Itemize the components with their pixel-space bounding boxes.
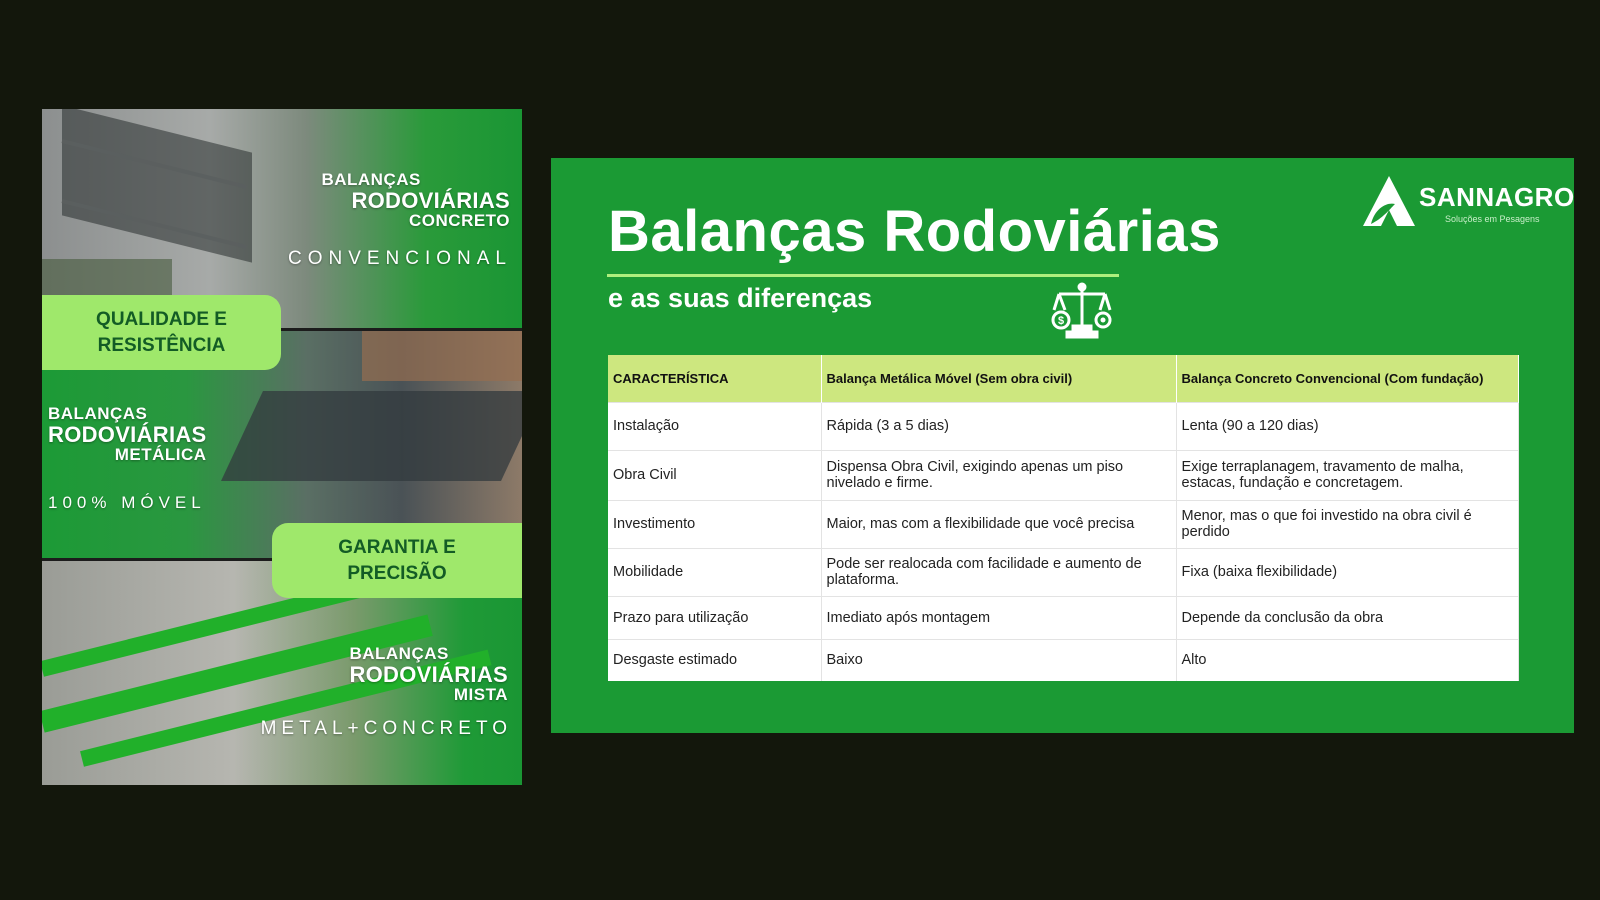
table-cell: Obra Civil: [608, 450, 821, 500]
table-cell: Maior, mas com a flexibilidade que você precisa: [821, 500, 1176, 548]
heading-line2: RODOVIÁRIAS: [349, 661, 508, 687]
table-cell: Rápida (3 a 5 dias): [821, 402, 1176, 450]
badge-line2: PRECISÃO: [347, 563, 447, 584]
table-row: [608, 500, 1518, 548]
section-metal-tagline: 100% MÓVEL: [48, 493, 206, 512]
badge-line2: RESISTÊNCIA: [97, 335, 226, 356]
table-cell: Pode ser realocada com facilidade e aumento de plataforma.: [821, 548, 1176, 596]
header-metal-scale: Balança Metálica Móvel (Sem obra civil): [821, 355, 1176, 402]
table-cell: Depende da conclusão da obra: [1176, 596, 1518, 639]
table-cell: Dispensa Obra Civil, exigindo apenas um piso nivelado e firme.: [821, 450, 1176, 500]
table-cell: Lenta (90 a 120 dias): [1176, 402, 1518, 450]
table-row: [608, 548, 1518, 596]
table-cell: Investimento: [608, 500, 821, 548]
heading-line2: RODOVIÁRIAS: [48, 421, 207, 447]
table-cell: Alto: [1176, 639, 1518, 681]
scale-icon: [1051, 282, 1113, 340]
header-concrete-scale: Balança Concreto Convencional (Com fundação): [1176, 355, 1518, 402]
warranty-badge: [272, 523, 522, 598]
logo-tagline: Soluções em Pesagens: [1445, 214, 1540, 224]
table-cell: Baixo: [821, 639, 1176, 681]
table-cell: Instalação: [608, 402, 821, 450]
table-cell: Fixa (baixa flexibilidade): [1176, 548, 1518, 596]
header-characteristic: CARACTERÍSTICA: [608, 355, 821, 402]
comparison-table: [608, 355, 1519, 681]
table-cell: Imediato após montagem: [821, 596, 1176, 639]
svg-text:$: $: [1057, 315, 1065, 327]
product-poster: [42, 109, 522, 785]
badge-line1: GARANTIA E: [338, 537, 456, 558]
section-mixed-tagline: METAL+CONCRETO: [260, 718, 512, 739]
table-cell: Prazo para utilização: [608, 596, 821, 639]
leaf-triangle-logo-icon: [1361, 174, 1417, 230]
table-cell: Menor, mas o que foi investido na obra civil é perdido: [1176, 500, 1518, 548]
heading-line3: MISTA: [453, 684, 508, 704]
section-mixed-heading: [349, 645, 508, 704]
section-metal-heading: [48, 405, 207, 464]
heading-line1: BALANÇAS: [349, 644, 449, 663]
table-cell: Desgaste estimado: [608, 639, 821, 681]
table-cell: Mobilidade: [608, 548, 821, 596]
heading-line1: BALANÇAS: [48, 404, 148, 423]
slide-subtitle: e as suas diferenças: [608, 283, 873, 313]
logo-name: SANNAGRO: [1419, 182, 1575, 212]
comparison-slide: [551, 158, 1574, 733]
table-row: [608, 450, 1518, 500]
heading-line3: CONCRETO: [409, 210, 510, 230]
heading-line1: BALANÇAS: [321, 170, 421, 189]
table-cell: Exige terraplanagem, travamento de malha, estacas, fundação e concretagem.: [1176, 450, 1518, 500]
badge-line1: QUALIDADE E: [96, 309, 227, 330]
title-underline: [607, 274, 1119, 277]
section-concrete-heading: [321, 170, 510, 230]
table-row: [608, 639, 1518, 681]
section-concrete-tagline: CONVENCIONAL: [287, 248, 512, 269]
quality-badge: [42, 295, 281, 370]
table-row: [608, 402, 1518, 450]
table-row: [608, 596, 1518, 639]
slide-title: Balanças Rodoviárias: [608, 199, 1221, 264]
sannagro-logo: [1361, 174, 1575, 234]
table-header-row: [608, 355, 1518, 402]
heading-line3: METÁLICA: [114, 444, 207, 464]
heading-line2: RODOVIÁRIAS: [351, 187, 510, 213]
